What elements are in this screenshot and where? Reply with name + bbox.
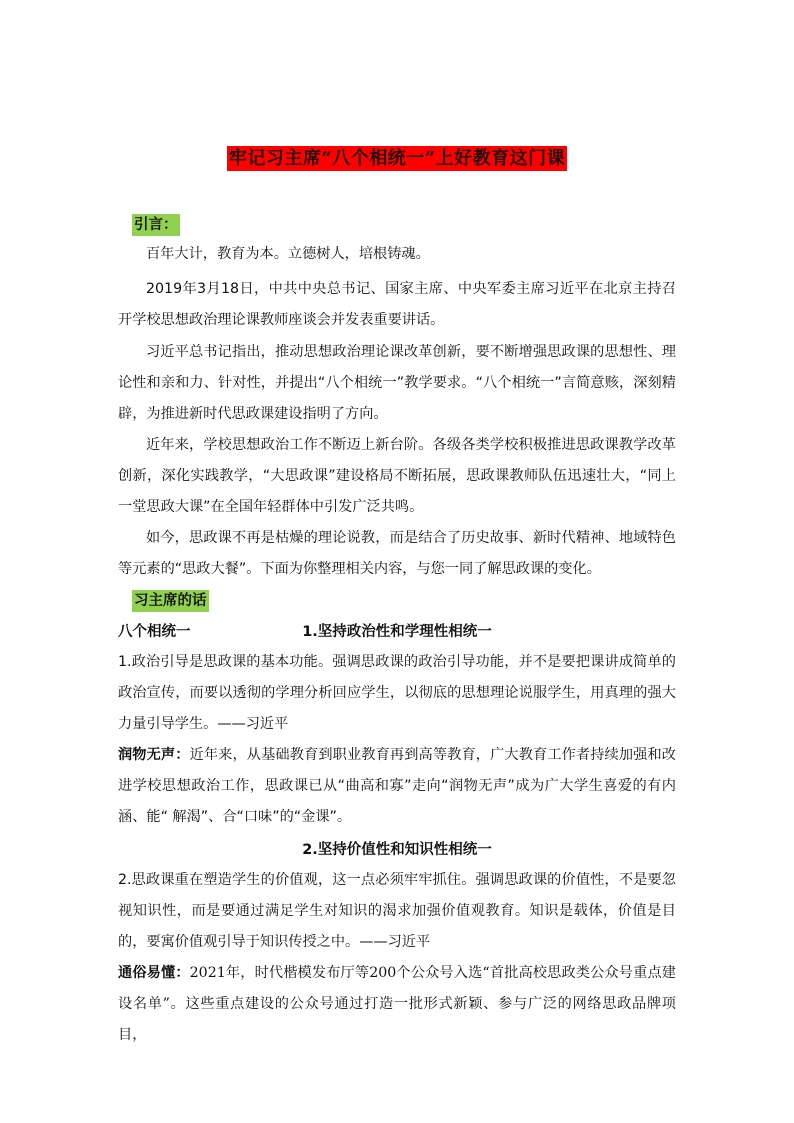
intro-paragraph-2: 2019年3月18日，中共中央总书记、国家主席、中央军委主席习近平在北京主持召开学校思想政治理论课教师座谈会并发表重要讲话。	[118, 281, 676, 328]
intro-paragraph-4: 近年来，学校思想政治工作不断迈上新台阶。各级各类学校积极推进思政课教学改革创新，深化实践教学，“大思政课”建设格局不断拓展，思政课教师队伍迅速壮大，“同上一堂思政大课”在全国年轻群体中引发广泛共鸣。	[118, 437, 676, 515]
term-1: 润物无声：	[118, 747, 190, 763]
intro-label: 引言：	[132, 214, 180, 236]
section-label: 习主席的话	[132, 590, 209, 612]
left-heading: 八个相统一	[118, 624, 191, 640]
intro-paragraph-3: 习近平总书记指出，推动思想政治理论课改革创新，要不断增强思政课的思想性、理论性和亲和力、针对性，并提出“八个相统一”教学要求。“八个相统一”言简意赅，深刻精辟，为推进新时代思政课建设指明了方向。	[118, 344, 676, 422]
quote-2: 2.思政课重在塑造学生的价值观，这一点必须牢牢抓住。强调思政课的价值性，不是要忽视知识性，而是要通过满足学生对知识的渴求加强价值观教育。知识是载体，价值是目的，要寓价值观引导于知识传授之中。——习近平	[118, 872, 676, 950]
body-1: 近年来，从基础教育到职业教育再到高等教育，广大教育工作者持续加强和改进学校思想政治工作，思政课已从“曲高和寡”走向“润物无声”成为广大学生喜爱的有内涵、能“ 解渴”、合“口味”的“金课”。	[118, 747, 676, 825]
heading-2: 2.坚持价值性和知识性相统一	[302, 842, 492, 858]
paragraph-runwu	[118, 740, 676, 833]
term-2: 通俗易懂：	[118, 965, 190, 981]
quote-1: 1.政治引导是思政课的基本功能。强调思政课的政治引导功能，并不是要把课讲成简单的政治宣传，而要以透彻的学理分析回应学生，以彻底的思想理论说服学生，用真理的强大力量引导学生。——习近平	[118, 654, 676, 732]
body-2: 2021年，时代楷模发布厅等200个公众号入选“首批高校思政类公众号重点建设名单”。这些重点建设的公众号通过打造一批形式新颖、参与广泛的网络思政品牌项目，	[118, 965, 676, 1043]
title-wrapper	[0, 146, 794, 171]
intro-paragraph-5: 如今，思政课不再是枯燥的理论说教，而是结合了历史故事、新时代精神、地域特色等元素的“思政大餐”。下面为你整理相关内容，与您一同了解思政课的变化。	[118, 530, 676, 577]
paragraph-tongsu	[118, 958, 676, 1051]
intro-paragraph-1: 百年大计，教育为本。立德树人，培根铸魂。	[146, 246, 430, 262]
document-title: 牢记习主席“八个相统一”上好教育这门课	[228, 148, 566, 169]
heading-1: 1.坚持政治性和学理性相统一	[302, 624, 492, 640]
